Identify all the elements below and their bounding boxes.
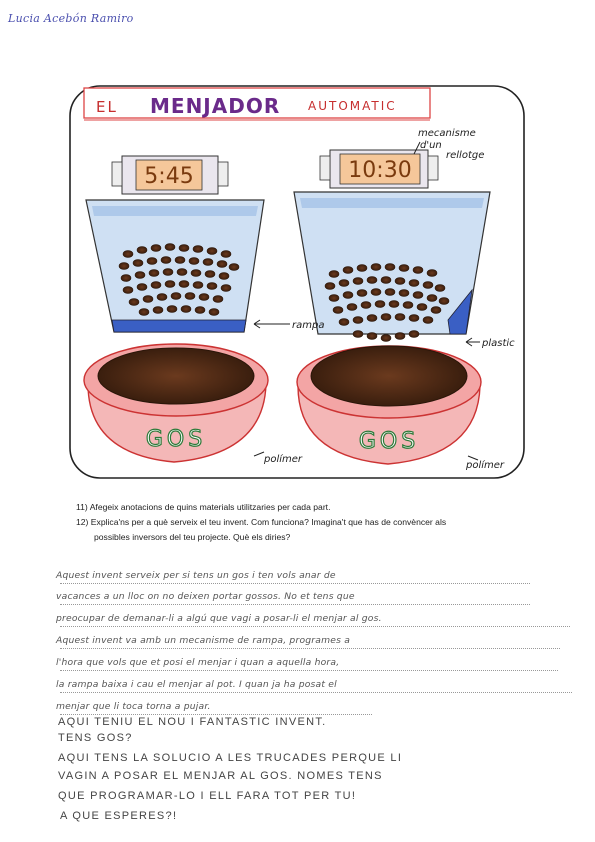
label-plastic: plastic <box>482 338 515 349</box>
answer-line-4: Aquest invent va amb un mecanisme de rampa, programes a <box>56 635 351 646</box>
hopper-right <box>294 192 490 334</box>
title-el: EL <box>96 98 118 116</box>
author-name: Lucia Acebón Ramiro <box>8 12 134 25</box>
answer-line-7: menjar que li toca torna a pujar. <box>56 701 211 712</box>
pitch-line-2: TENS GOS? <box>58 732 133 744</box>
label-rellotge: rellotge <box>446 150 485 161</box>
label-mecanisme: mecanisme <box>418 128 476 139</box>
answer-line-1: Aquest invent serveix per si tens un gos i ten vols anar de <box>56 570 336 581</box>
clock-right <box>320 150 438 188</box>
clock-left-time: 5:45 <box>144 164 194 189</box>
title-menjador: MENJADOR <box>150 94 281 118</box>
pitch-line-3: AQUI TENS LA SOLUCIO A LES TRUCADES PERQUE LI <box>58 752 403 764</box>
pitch-line-4: VAGIN A POSAR EL MENJAR AL GOS. NOMES TENS <box>58 770 383 782</box>
answer-line-5: l'hora que vols que et posi el menjar i quan a aquella hora, <box>56 657 340 668</box>
question-12-continued: possibles inversors del teu projecte. Què els diries? <box>94 532 291 542</box>
answer-line-6: la rampa baixa i cau el menjar al pot. I quan ja ha posat el <box>56 679 337 690</box>
question-11: 11) Afegeix anotacions de quins materials utilitzaries per cada part. <box>76 502 331 512</box>
question-12: 12) Explica'ns per a què serveix el teu invent. Com funciona? Imagina't que has de convèncer als <box>76 517 447 527</box>
pitch-line-5: QUE PROGRAMAR-LO I ELL FARA TOT PER TU! <box>58 790 357 802</box>
bowl-left-text: GOS <box>145 427 207 452</box>
label-polimer-right: polímer <box>466 460 505 471</box>
answer-line-3: preocupar de demanar-li a algú que vagi a posar-li el menjar al gos. <box>56 613 382 624</box>
questions-block <box>76 500 576 545</box>
clock-right-time: 10:30 <box>348 158 412 183</box>
label-rampa: rampa <box>292 320 325 331</box>
invention-drawing <box>68 84 526 480</box>
bowl-right-text: GOS <box>358 429 420 454</box>
label-polimer-left: polímer <box>264 454 303 465</box>
answer-line-2: vacances a un lloc on no deixen portar gossos. No et tens que <box>56 591 355 602</box>
clock-left <box>112 156 228 194</box>
pitch-line-1: AQUI TENIU EL NOU I FANTASTIC INVENT. <box>58 716 327 728</box>
pitch-line-6: A QUE ESPERES?! <box>60 810 178 822</box>
title-automatic: AUTOMATIC <box>308 99 397 113</box>
label-dun: d'un <box>420 140 442 151</box>
